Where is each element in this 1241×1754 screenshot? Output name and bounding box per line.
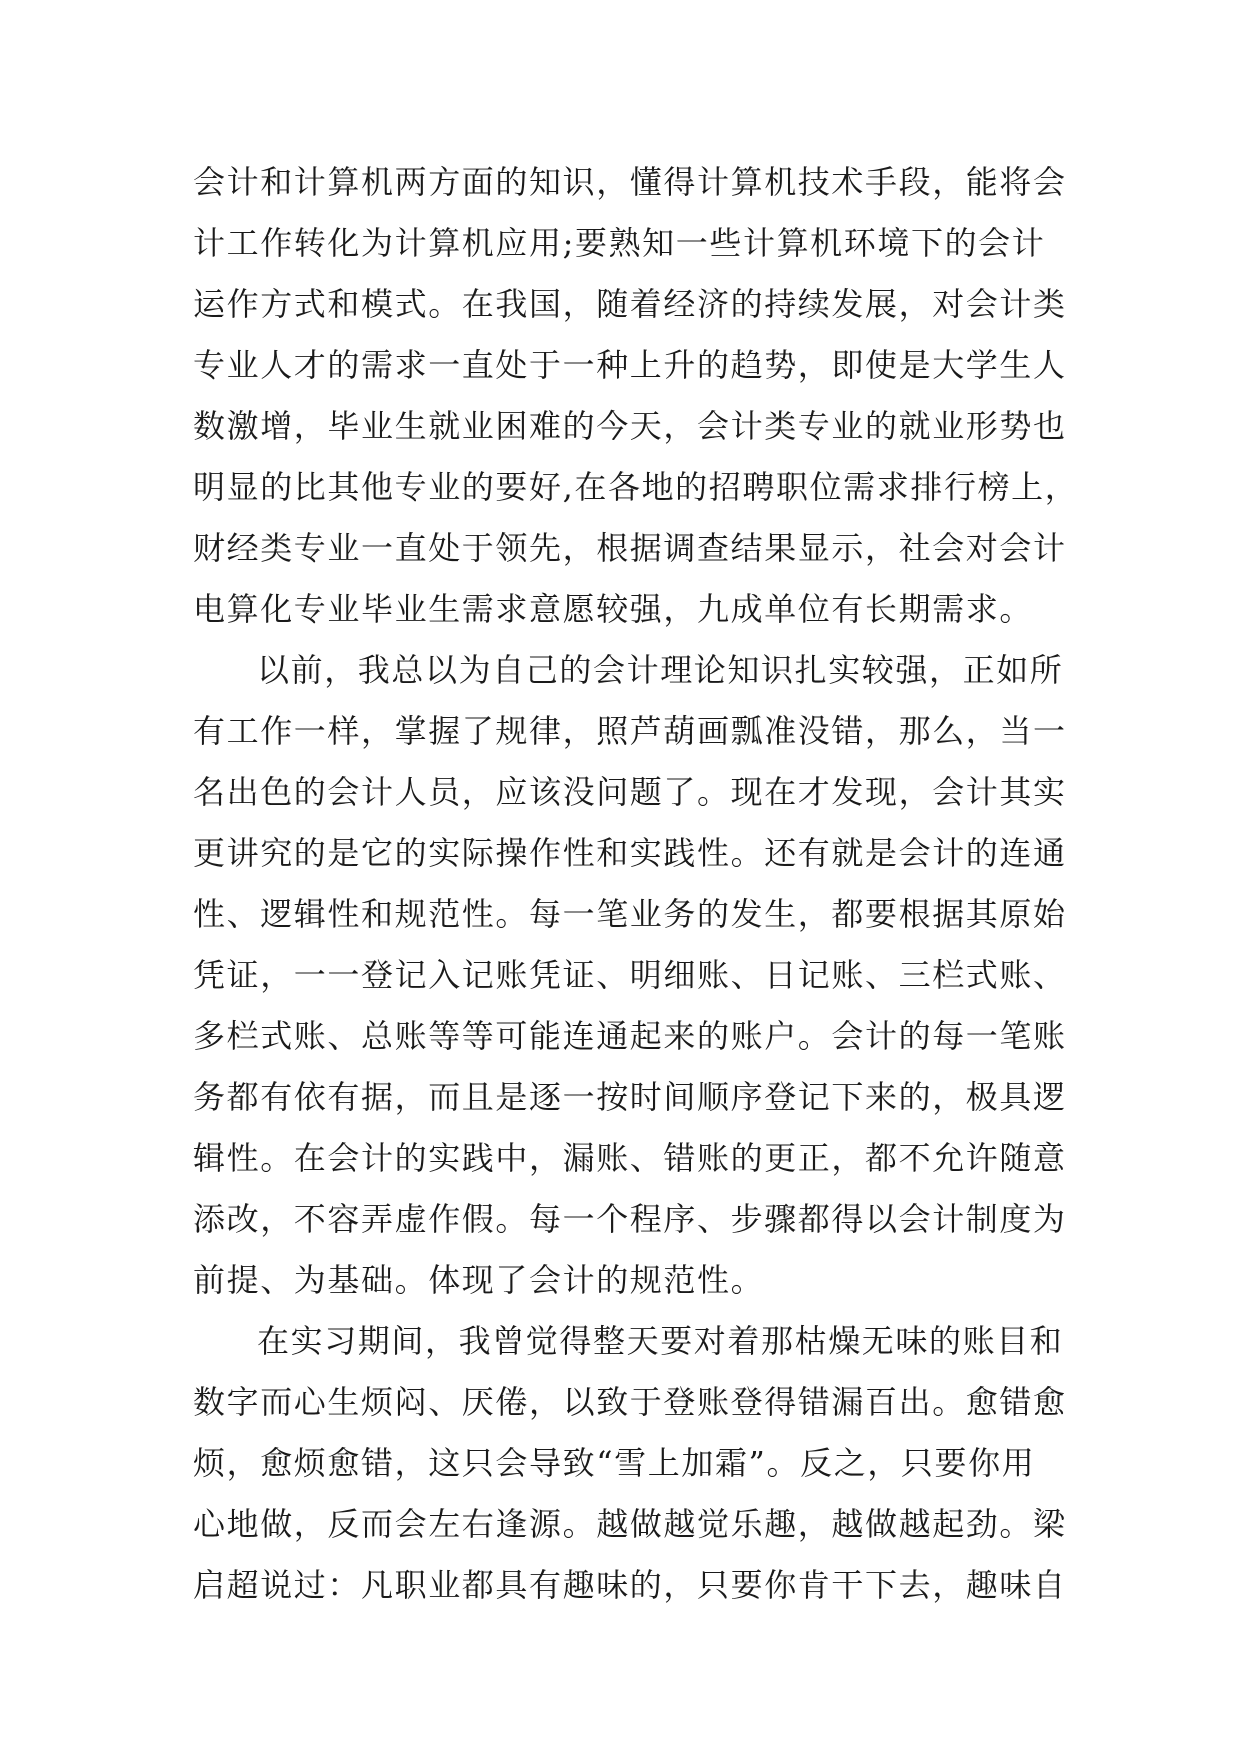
- text-line: 计工作转化为计算机应用;要熟知一些计算机环境下的会计: [193, 224, 1046, 262]
- text-line: 辑性。在会计的实践中，漏账、错账的更正，都不允许随意: [193, 1139, 1067, 1177]
- text-line: 数字而心生烦闷、厌倦，以致于登账登得错漏百出。愈错愈: [193, 1383, 1067, 1421]
- text-line: 心地做，反而会左右逢源。越做越觉乐趣，越做越起劲。梁: [193, 1505, 1067, 1543]
- text-line: 明显的比其他专业的要好,在各地的招聘职位需求排行榜上，: [193, 468, 1079, 506]
- text-line: 务都有依有据，而且是逐一按时间顺序登记下来的，极具逻: [193, 1078, 1067, 1116]
- text-line: 数激增，毕业生就业困难的今天，会计类专业的就业形势也: [193, 407, 1067, 445]
- text-line: 烦，愈烦愈错，这只会导致“雪上加霜”。反之，只要你用: [193, 1444, 1036, 1482]
- text-line: 电算化专业毕业生需求意愿较强，九成单位有长期需求。: [193, 590, 1034, 628]
- paragraph-first-line: 在实习期间，我曾觉得整天要对着那枯燥无味的账目和: [257, 1322, 1064, 1360]
- text-line: 有工作一样，掌握了规律，照芦葫画瓢准没错，那么，当一: [193, 712, 1067, 750]
- text-line: 凭证，一一登记入记账凭证、明细账、日记账、三栏式账、: [193, 956, 1067, 994]
- text-line: 启超说过：凡职业都具有趣味的，只要你肯干下去，趣味自: [193, 1566, 1067, 1604]
- text-line: 会计和计算机两方面的知识，懂得计算机技术手段，能将会: [193, 163, 1067, 201]
- text-line: 前提、为基础。体现了会计的规范性。: [193, 1261, 765, 1299]
- text-line: 专业人才的需求一直处于一种上升的趋势，即使是大学生人: [193, 346, 1067, 384]
- text-line: 性、逻辑性和规范性。每一笔业务的发生，都要根据其原始: [193, 895, 1067, 933]
- text-line: 添改，不容弄虚作假。每一个程序、步骤都得以会计制度为: [193, 1200, 1067, 1238]
- text-line: 更讲究的是它的实际操作性和实践性。还有就是会计的连通: [193, 834, 1067, 872]
- text-line: 名出色的会计人员，应该没问题了。现在才发现，会计其实: [193, 773, 1067, 811]
- body-text: [193, 152, 1079, 1616]
- text-line: 多栏式账、总账等等可能连通起来的账户。会计的每一笔账: [193, 1017, 1067, 1055]
- text-line: 运作方式和模式。在我国，随着经济的持续发展，对会计类: [193, 285, 1067, 323]
- text-line: 财经类专业一直处于领先，根据调查结果显示，社会对会计: [193, 529, 1067, 567]
- paragraph-first-line: 以前，我总以为自己的会计理论知识扎实较强，正如所: [257, 651, 1064, 689]
